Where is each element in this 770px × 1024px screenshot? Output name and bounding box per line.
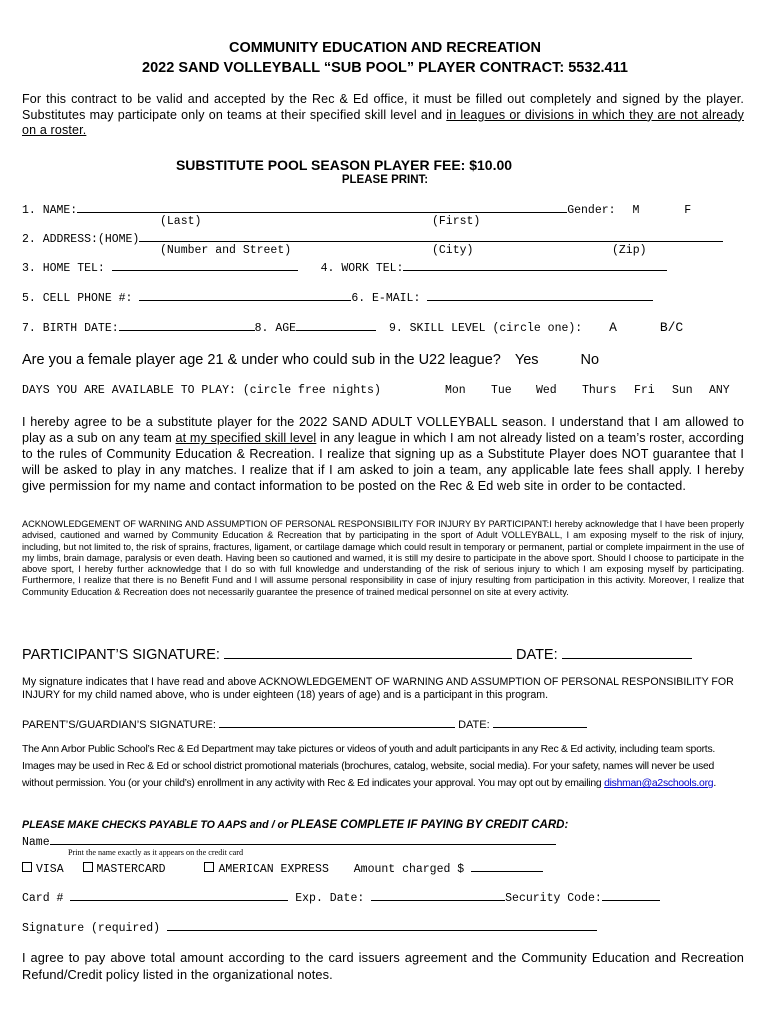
u22-question: Are you a female player age 21 & under who could sub in the U22 league? [22,352,501,368]
agreement-paragraph [22,414,744,494]
card-name-row [22,833,556,849]
photo-notice [22,741,744,792]
mastercard-checkbox[interactable] [83,862,93,872]
participant-date-label: DATE: [516,647,558,663]
exp-date-field[interactable] [371,889,505,901]
skill-label: 9. SKILL LEVEL (circle one): [388,322,583,335]
day-tue[interactable]: Tue [491,384,512,397]
skill-a[interactable]: A [609,320,617,335]
age-field[interactable] [296,319,376,331]
day-wed[interactable]: Wed [536,384,557,397]
work-tel-label: 4. WORK TEL: [320,262,404,275]
gender-f[interactable]: F [684,204,692,217]
card-name-field[interactable] [50,833,556,845]
participant-date-field[interactable] [562,645,692,659]
gender-label: Gender: [567,204,616,217]
parent-date-field[interactable] [493,716,587,728]
email-label: 6. E-MAIL: [351,292,421,305]
please-print: PLEASE PRINT: [341,174,429,186]
first-hint: (First) [432,215,481,228]
card-signature-label: Signature (required) [22,922,161,935]
opt-out-email-link[interactable]: dishman@a2schools.org [604,778,714,789]
cell-row [22,289,653,305]
work-tel-field[interactable] [403,259,667,271]
amount-label: Amount charged $ [353,863,465,876]
title-line-1: COMMUNITY EDUCATION AND RECREATION [228,40,541,56]
parent-signature-label: PARENT’S/GUARDIAN’S SIGNATURE: [22,719,216,731]
title-line-2: 2022 SAND VOLLEYBALL “SUB POOL” PLAYER CONTRACT: 5532.411 [142,60,628,76]
age-label: 8. AGE [254,322,297,335]
last-hint: (Last) [160,215,202,228]
mastercard-label: MASTERCARD [96,863,166,876]
exp-date-label: Exp. Date: [295,892,365,905]
security-code-label: Security Code: [505,892,602,905]
address-field[interactable] [139,230,723,242]
agreement-underlined: at my specified skill level [175,431,317,445]
u22-yes[interactable]: Yes [514,352,539,368]
name-label: 1. NAME: [22,204,78,217]
closing-paragraph: I agree to pay above total amount according to the card issuers agreement and the Community Education and Recreation Refund/Credit policy listed in the organizational notes. [22,950,744,982]
visa-label: VISA [36,863,64,876]
parent-date-label: DATE: [458,719,490,731]
minor-note: My signature indicates that I have read and above ACKNOWLEDGEMENT OF WARNING AND ASSUMPTION OF PERSONAL RESPONSIBILITY FOR INJURY for my child named above, who is under eighteen (18) years of age) and is a participant in this program. [22,676,734,701]
birth-field[interactable] [119,319,255,331]
photo-end: . [713,778,716,789]
intro-paragraph [22,92,744,139]
home-tel-label: 3. HOME TEL: [22,262,105,275]
card-number-field[interactable] [70,889,288,901]
zip-hint: (Zip) [612,244,647,257]
parent-signature-row [22,716,587,731]
intro-text: For this contract to be valid and accepted by the Rec & Ed office, it must be filled out completely and signed by the player. Substitutes may participate only on teams at their specified skill level and [22,92,744,122]
participant-signature-field[interactable] [224,645,512,659]
amex-checkbox[interactable] [204,862,214,872]
email-field[interactable] [427,289,653,301]
payment-heading-card: PLEASE COMPLETE IF PAYING BY CREDIT CARD: [291,819,569,831]
u22-no[interactable]: No [580,352,600,368]
days-label: DAYS YOU ARE AVAILABLE TO PLAY: (circle free nights) [22,384,381,397]
birth-label: 7. BIRTH DATE: [22,322,119,335]
home-tel-field[interactable] [112,259,298,271]
card-name-hint: Print the name exactly as it appears on the credit card [68,848,244,857]
day-sun[interactable]: Sun [672,384,693,397]
fee-heading: SUBSTITUTE POOL SEASON PLAYER FEE: $10.00 [175,157,513,173]
payment-heading [22,819,568,831]
participant-signature-label: PARTICIPANT’S SIGNATURE: [22,647,220,663]
day-fri[interactable]: Fri [634,384,655,397]
street-hint: (Number and Street) [160,244,292,257]
skill-bc[interactable]: B/C [659,320,684,335]
agreement-part1: I hereby agree to be a substitute player for the 2022 SAND ADULT VOLLEYBALL season. I understand that I am allowed to play as a sub on any team [22,415,744,445]
city-hint: (City) [432,244,474,257]
birth-row [22,319,683,335]
day-any[interactable]: ANY [709,384,730,397]
card-type-row [22,860,543,876]
day-thurs[interactable]: Thurs [582,384,617,397]
address-label: 2. ADDRESS:(HOME) [22,233,140,246]
card-number-label: Card # [22,892,64,905]
tel-row [22,259,667,275]
security-code-field[interactable] [602,889,660,901]
payment-heading-checks: PLEASE MAKE CHECKS PAYABLE TO AAPS and / or [22,819,291,831]
card-number-row [22,889,660,905]
day-mon[interactable]: Mon [445,384,466,397]
gender-m[interactable]: M [632,204,640,217]
cell-label: 5. CELL PHONE #: [22,292,133,305]
photo-text: The Ann Arbor Public School’s Rec & Ed Department may take pictures or videos of youth and adult participants in any Rec & Ed activity, including team sports. Images may be used in Rec & Ed or school district promotional materials (brochures, catalog, website, social media). For your safety, names will never be used without permission. You (or your child’s) enrollment in any activity with Rec & Ed indicates your approval. You may opt out by emailing [22,744,716,789]
visa-checkbox[interactable] [22,862,32,872]
amex-label: AMERICAN EXPRESS [218,863,329,876]
intro-underlined: in leagues or divisions in which they are not already on a roster. [22,107,744,137]
card-name-label: Name [22,836,50,849]
u22-row [22,352,599,368]
agreement-part2: in any league in which I am not already listed on a team’s roster, according to the rules of Community Education & Recreation. I realize that signing up as a Substitute Player does NOT guarantee that I will be asked to play in any matches. I realize that if I am asked to join a team, any applicable late fees shall apply. I hereby give permission for my name and contact information to be posted on the Rec & Ed web site in order to be contacted. [22,431,744,493]
name-row [22,201,691,217]
parent-signature-field[interactable] [219,716,455,728]
name-field[interactable] [77,201,567,213]
participant-signature-row [22,645,692,663]
card-signature-field[interactable] [167,919,597,931]
cell-field[interactable] [139,289,351,301]
amount-field[interactable] [471,860,543,872]
card-signature-row [22,919,597,935]
waiver-paragraph: ACKNOWLEDGEMENT OF WARNING AND ASSUMPTION OF PERSONAL RESPONSIBILITY FOR INJURY BY PARTICIPANT:I hereby acknowledge that I have been properly advised, cautioned and warned by Community Education & Recreation that by participating in the sport of Adult VOLLEYBALL, I am exposing myself to the risk of injury, including, but not limited to, the risk of sprains, fractures, ligament, or cartilage damage which could result in temporary or permanent, partial or complete impairment in the use of my limbs, brain damage, paralysis or even death. Having been so cautioned and warned, it is still my desire to participate in the above sport. Should I choose to participate in the above sport, I hereby further acknowledge that I do so with full knowledge and understanding of the risk of serious injury to which I am exposing myself by participating. Furthermore, I realize that there is no Benefit Fund and I will assume personal responsibility in case of injury resulting from participation in this activity. Moreover, I realize that Community Education & Recreation does not necessarily guarantee the presence of trained medical personnel on site at every activity. [22,519,744,597]
